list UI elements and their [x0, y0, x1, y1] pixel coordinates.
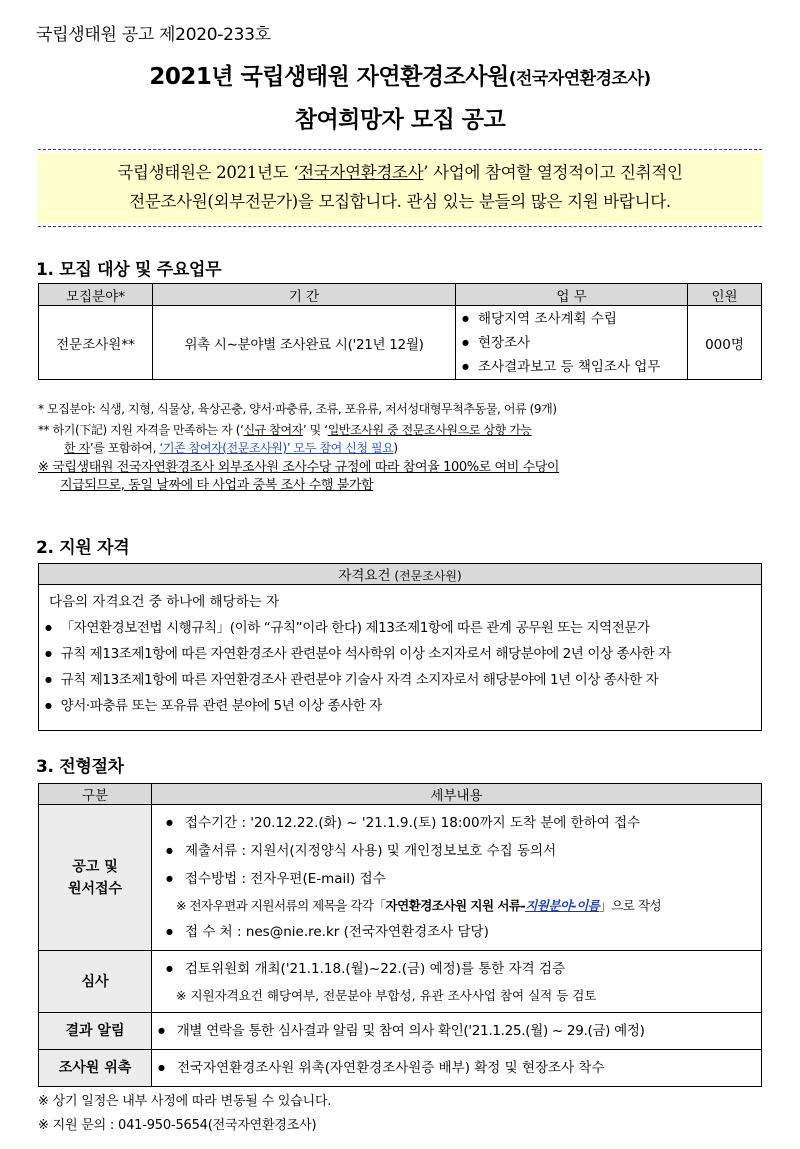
field-cell: 전문조사원** [39, 306, 153, 380]
divider-top [38, 149, 762, 150]
sub-note: ※ 지원자격요건 해당여부, 전문분야 부합성, 유관 조사사업 참여 실적 등 검토 [176, 988, 597, 1003]
sub-note: ※ 전자우편과 지원서류의 제목을 각각「자연환경조사원 지원 서류-지원분야-이름」으로 작성 [176, 898, 662, 913]
title-paren: (전국자연환경조사) [508, 69, 651, 89]
list-item: ● 현장조사 [462, 331, 687, 355]
page-title [0, 58, 800, 91]
table-row [39, 805, 762, 951]
list-item: ● 양서·파충류 또는 포유류 관련 분야에 5년 이상 종사한 자 [45, 693, 753, 719]
procedure-table [38, 783, 762, 1087]
intro-underlined: 전국자연환경조사 [298, 163, 424, 182]
table-row [39, 1050, 762, 1087]
section-1-heading: 1. 모집 대상 및 주요업무 [36, 260, 222, 280]
row-label: 공고 및 원서접수 [39, 805, 152, 951]
tasks-cell [456, 306, 688, 380]
note-2-highlight: ‘기존 참여자(전문조사원)’ 모두 참여 신청 필요 [159, 441, 394, 455]
col-details: 세부내용 [152, 784, 762, 805]
count-cell: 000명 [688, 306, 762, 380]
footer-note-2: ※ 지원 문의 : 041-950-5654(전국자연환경조사) [38, 1118, 317, 1133]
notice-number: 국립생태원 공고 제2020-233호 [36, 25, 271, 45]
col-field: 모집분야* [39, 284, 153, 306]
divider-bottom [38, 226, 762, 227]
section-1-notes [38, 400, 762, 495]
list-item: ● 「자연환경보전법 시행규칙」(이하 “규칙”이라 한다) 제13조제1항에 따른 관계 공무원 또는 지역전문가 [45, 615, 753, 641]
list-item: ● 규칙 제13조제1항에 따른 자연환경조사 관련분야 기술사 자격 소지자로서 해당분야에 1년 이상 종사한 자 [45, 667, 753, 693]
page-subtitle: 참여희망자 모집 공고 [294, 107, 506, 133]
intro-line-2: 전문조사원(외부전문가)을 모집합니다. 관심 있는 분들의 많은 지원 바랍니다. [129, 192, 671, 211]
note-2: ** 하기(下記) 지원 자격을 만족하는 자 (‘신규 참여자’ 및 ‘일반조사원 중 전문조사원으로 상향 가능 한 자’를 포함하여, ‘기존 참여자(전문조사원)’ 모두 참여 신청 필요) [38, 423, 532, 455]
col-count: 인원 [688, 284, 762, 306]
qualification-header [39, 564, 762, 585]
list-item: ● 접수방법 : 전자우편(E-mail) 접수 [166, 865, 757, 893]
recruit-table [38, 283, 762, 380]
table-row [39, 585, 762, 731]
qualification-intro: 다음의 자격요건 중 하나에 해당하는 자 [49, 594, 280, 610]
row-details [152, 1050, 762, 1087]
footer-note-1: ※ 상기 일정은 내부 사정에 따라 변동될 수 있습니다. [38, 1094, 332, 1109]
procedure-header [39, 784, 762, 805]
row-label: 결과 알림 [39, 1013, 152, 1050]
list-item: ● 해당지역 조사계획 수립 [462, 307, 687, 331]
section-3-heading: 3. 전형절차 [36, 757, 124, 777]
qualification-table [38, 563, 762, 731]
title-main: 2021년 국립생태원 자연환경조사원 [149, 64, 509, 90]
list-item: ● 검토위원회 개최('21.1.18.(월)~22.(금) 예정)를 통한 자격 검증 [166, 955, 757, 983]
row-label: 심사 [39, 951, 152, 1013]
row-details [152, 951, 762, 1013]
list-item: ● 제출서류 : 지원서(지정양식 사용) 및 개인정보보호 수집 동의서 [166, 837, 757, 865]
sub-note-highlight: 지원분야-이름 [525, 898, 600, 913]
list-item: ● 개별 연락을 통한 심사결과 알림 및 참여 의사 확인('21.1.25.(월) ~ 29.(금) 예정) [158, 1017, 757, 1045]
period-cell: 위촉 시∼분야별 조사완료 시('21년 12월) [153, 306, 456, 380]
intro-line-1: 국립생태원은 2021년도 ‘전국자연환경조사’ 사업에 참여할 열정적이고 진취적인 [117, 163, 683, 182]
list-item: ● 전국자연환경조사원 위촉(자연환경조사원증 배부) 확정 및 현장조사 착수 [158, 1054, 757, 1082]
list-item: ● 접수기간 : '20.12.22.(화) ~ '21.1.9.(토) 18:00까지 도착 분에 한하여 접수 [166, 809, 757, 837]
row-details [152, 1013, 762, 1050]
intro-box [38, 153, 762, 223]
qualification-body [39, 585, 762, 731]
col-period: 기 간 [153, 284, 456, 306]
row-label: 조사원 위촉 [39, 1050, 152, 1087]
col-category: 구분 [39, 784, 152, 805]
row-details [152, 805, 762, 951]
table-row [39, 1013, 762, 1050]
note-1: * 모집분야: 식생, 지형, 식물상, 육상곤충, 양서·파충류, 조류, 포유류, 저서성대형무척추동물, 어류 (9개) [38, 402, 557, 416]
table-row [39, 951, 762, 1013]
list-item: ● 조사결과보고 등 책임조사 업무 [462, 355, 687, 379]
recruit-table-header [39, 284, 762, 306]
list-item: ● 규칙 제13조제1항에 따른 자연환경조사 관련분야 석사학위 이상 소지자로서 해당분야에 2년 이상 종사한 자 [45, 641, 753, 667]
col-tasks: 업 무 [456, 284, 688, 306]
list-item: ● 접 수 처 : nes@nie.re.kr (전국자연환경조사 담당) [166, 918, 757, 946]
section-2-heading: 2. 지원 자격 [36, 538, 130, 558]
table-row [39, 306, 762, 380]
qualification-header-cell: 자격요건 (전문조사원) [39, 564, 762, 585]
note-3: ※ 국립생태원 전국자연환경조사 외부조사원 조사수당 규정에 따라 참여율 100%로 여비 수당이 지급되므로, 동일 날짜에 타 사업과 중복 조사 수행 불가함 [38, 460, 560, 493]
